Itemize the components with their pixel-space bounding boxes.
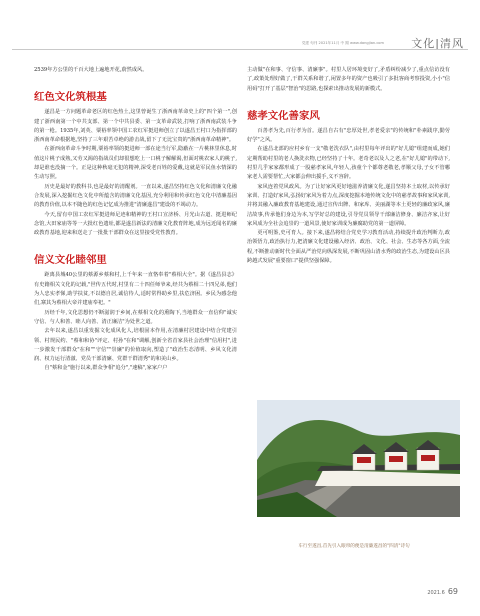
section-heading-filial-culture: 慈孝文化善家风 <box>247 109 320 122</box>
paragraph: 自"蔡和金"施行以来,群众争相"追分","速稿",家家户户 <box>44 365 168 372</box>
right-column <box>247 66 450 266</box>
paragraph: 百善孝为先,百行孝为首。遂昌自古有"忠厚处世,孝老爱亲"的传统和"朴素践序,勤劳好学"之风。 <box>247 127 450 144</box>
paragraph: 在浙西南革命斗争时期,粟裕率领的挺进师一部在途当行军,隐蔽在一片桃林里休息,时值这片桃子成熟,又劳又渴的指战员们却很想吃上一口桃子解解渴,但面对桃农家人的桃子,却是谁也没摘一个。正是这种秋毫无犯的精神,深受老百姓的爱戴,这就是军民鱼水情深的生动写照。 <box>34 146 237 181</box>
photo-caption: 车行至遂昌,首先引入眼帘的便是清廉遂昌的"四清"诗句 <box>298 544 410 549</box>
section-title: 文化|清风 <box>411 37 464 50</box>
paragraph: 遂昌是一方问题革命老区的红色热土,这里曾诞生了浙西南革命史上的"四个第一",创建了浙西南第一个中共支部、第一个中共县委、第一支革命武装,打响了浙西南武装斗争的第一枪。1935年,刘英、粟裕率领中国工农红军挺进师创立了以遂昌王村口为指挥部的浙西南革命根据地,坚持了三年艰苦卓绝的游击战,留下了无比宝贵的"浙西南革命精神"。 <box>34 109 237 144</box>
issue-date: 2021.6 <box>427 590 445 596</box>
paragraph: 历经千年,文化思想仍不断滋润于乡间,在蔡相文化的熏陶下,当地群众一直信仰"诚实守信、与人和善、睦人向善、清正廉洁"为处世之道。 <box>34 309 237 325</box>
paragraph: 家风连着党风政风。为了让好家风更好地滋养清廉文化,遂昌坚持本土取材,以传承好家训、打造好家风,弘扬好家风为着力点,深度挖掘本地传统文化中的慈孝故事和家风家训,并将其融入廉政教育基地建设,通过宣传出牌、和家库、美丽湖等本土更轻的廉政家风,廉洁故事,传承他们身边为本,写学好总的建设,引导党员领导干部廉洁修身、廉洁齐家,让好家风成为全社会追崇的一道风景,使好家训成为廉腐助党的第一道屏障。 <box>247 183 450 227</box>
page-number <box>427 587 458 596</box>
paragraph: 更可明鉴,史可育人。接下来,遂昌将结合党史学习教育活动,持续提升政治判断力,政治领悟力,政治执行力,把清廉文化建设融入经济、政治、文化、社会、生态等各方面,全流程,不断推动新时代全面从严治党向纵深发展,不断巩固山清水秀的政治生态,为建设山区县跨越式发展"重要窗口"提供坚强保障。 <box>247 230 450 265</box>
paragraph: 历史是最好的教科书,也是最好的清醒剂。一直以来,遂昌坚持红色文化和清廉文化融合发展,深入挖掘红色文化中所蕴含的清廉文化基因,充分利用和传承红色文化中清廉基因的教育价值,以本不随色的红色记忆成为推进"清廉遂昌"建设的不竭动力。 <box>34 183 237 209</box>
paragraph: 去年以来,遂昌以重发掘文化成风化人,培根固本作用,在清廉村居建设中结合党建引领、村规民约、"蔡和和协"评定、村孙"在和"调解,创新全省首家县社会治理"信用村",进一步激发干部群众"在和""守信""崇廉"的价值取向,塑造了"政治生态清明、乡风文化清润、权力运行清澈、党员干部清廉、党群干群清秀"的和美山乡。 <box>34 328 237 363</box>
paragraph: 2539年方公里的千百大地上遍地开花,蔚然成风。 <box>34 67 148 73</box>
section-heading-red-culture: 红色文化筑根基 <box>34 91 107 104</box>
paragraph: 今天,留有中国工农红军挺进师足迹和精神的王村口宣济桥、月光山古道、挺进师纪念馆,大田家庙等等一大批红色遗址,都是遂昌新法的清廉文化教育阵地,成为远近闻名的廉政教育基地,迎来和送走了一批批干部群众在这里接受党性教育。 <box>34 211 237 237</box>
section-heading-trust-culture: 信义文化睦邻里 <box>34 254 107 267</box>
photo-illustration <box>257 400 460 517</box>
left-column <box>34 66 237 374</box>
header-meta: 党建 旬刊 2021年11月 中 期 www.dangjian.com <box>301 41 384 45</box>
header-rule <box>12 49 468 50</box>
paragraph: 距离县城40公里的蔡源乡蔡和村,上千年来一直恪奉着"蔡相大全"。据《遂昌县志》有史籍相关文化的记载,"世传五代时,村里有二十四任师爷来,经共为蔡相二十四兄弟,他们为人忠实孝悌,助学扶贫,不以德自居,诚信待人,适时常得助乡里,扶危济困。乡民为感念他们,寨其为蔡相大帝并建庙奉祀。" <box>34 272 237 307</box>
roadside-wall-photo <box>257 400 460 517</box>
page-number-value: 69 <box>447 587 458 596</box>
paragraph: 在遂昌北部的应村乡有一支"敬老洗衣队",由村里每年评出的"好儿媳"组建而成,她们定期帮助村里的老人换洗衣物,已经坚持了十年。老奇老以及人之老,在"好儿媳"的带动下,村里几乎家家都形成了一股慈孝家风,年轻人,孩童个个都尊老敬老,孝顺父母,子女不管哪家老人需要帮忙,大家都会伸出援手,义不容辞。 <box>247 146 450 181</box>
paragraph: 主动做"在和事、守信事、清廉事"。村里人居环境变好了,矛盾纠纷减少了,重点信访没有了,政策处理好做了,干群关系和谐了,闲置多年的资产也吸引了多批客商考察投资,小小"信用码"打开了基层"智治"的思路,也探索出推动发展的新模式。 <box>247 67 450 92</box>
